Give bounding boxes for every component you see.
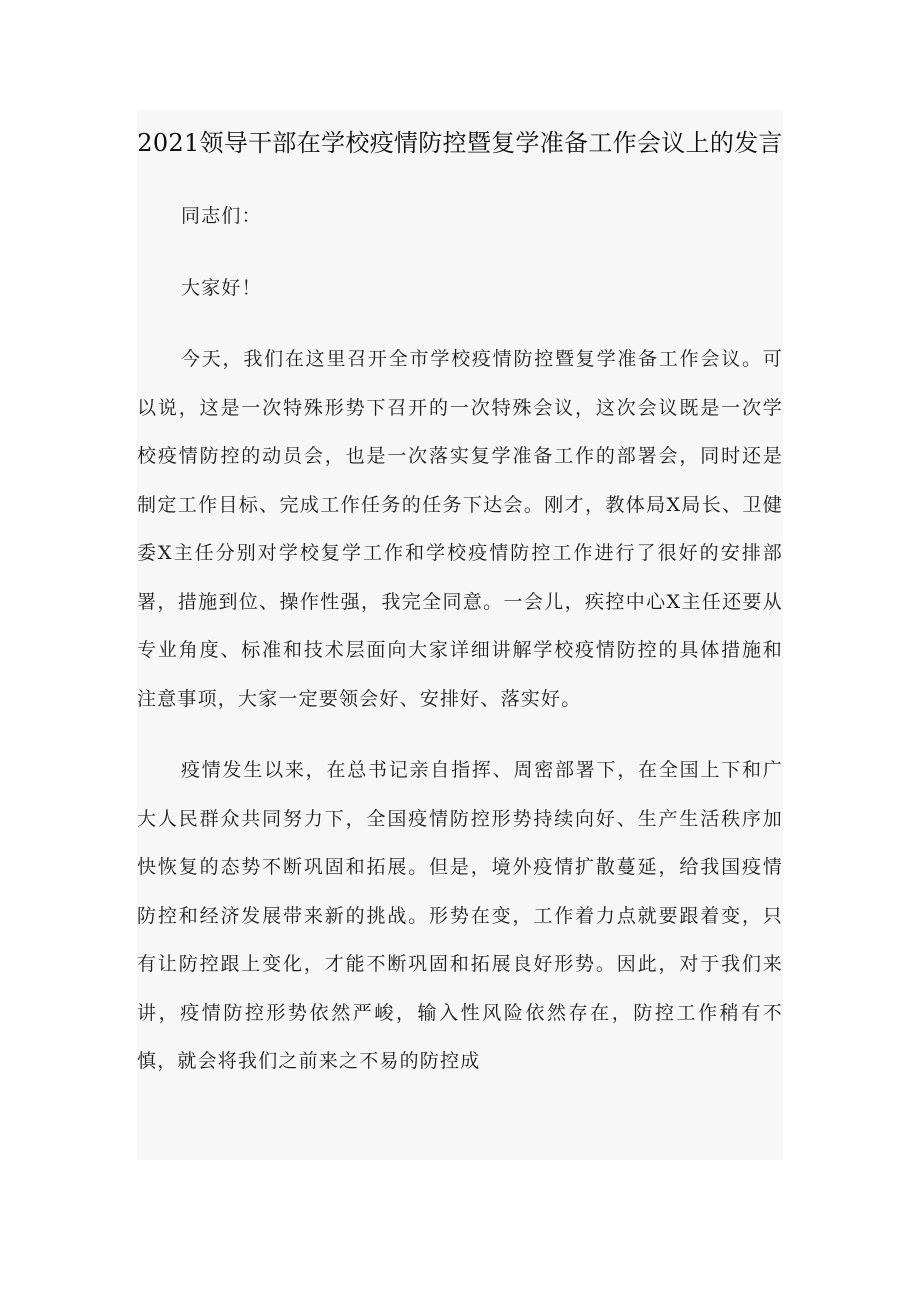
greeting: 大家好！ (181, 276, 262, 299)
document-title: 2021领导干部在学校疫情防控暨复学准备工作会议上的发言 (137, 129, 783, 157)
document-page (137, 110, 783, 1160)
body-paragraph: 今天，我们在这里召开全市学校疫情防控暨复学准备工作会议。可以说，这是一次特殊形势下召开的一次特殊会议，这次会议既是一次学校疫情防控的动员会，也是一次落实复学准备工作的部署会，同时还是制定工作目标、完成工作任务的任务下达会。刚才，教体局X局长、卫健委X主任分别对学校复学工作和学校疫情防控工作进行了很好的安排部署，措施到位、操作性强，我完全同意。一会儿，疾控中心X主任还要从专业角度、标准和技术层面向大家详细讲解学校疫情防控的具体措施和注意事项，大家一定要领会好、安排好、落实好。 (137, 348, 783, 710)
body-paragraph: 疫情发生以来，在总书记亲自指挥、周密部署下，在全国上下和广大人民群众共同努力下，全国疫情防控形势持续向好、生产生活秩序加快恢复的态势不断巩固和拓展。但是，境外疫情扩散蔓延，给我国疫情防控和经济发展带来新的挑战。形势在变，工作着力点就要跟着变，只有让防控跟上变化，才能不断巩固和拓展良好形势。因此，对于我们来讲，疫情防控形势依然严峻，输入性风险依然存在，防控工作稍有不慎，就会将我们之前来之不易的防控成 (137, 759, 783, 1072)
salutation: 同志们： (181, 205, 262, 227)
